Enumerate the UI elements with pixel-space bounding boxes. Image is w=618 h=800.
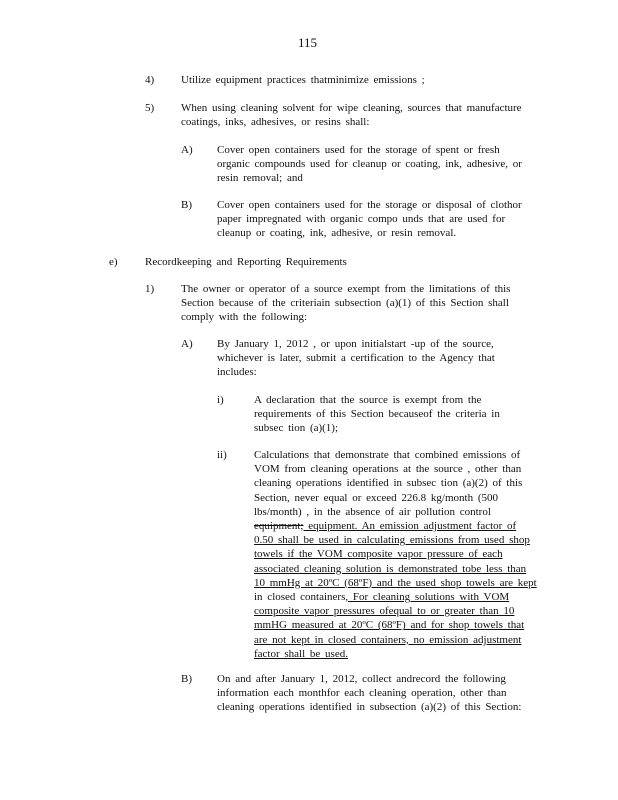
- inserted-text-line: 0.50 shall be used in calculating emissions from used shop: [254, 534, 530, 547]
- item-5a-label: A): [181, 144, 193, 156]
- item-1-text: [181, 282, 510, 325]
- text-line: subsec tion (a)(1);: [254, 422, 339, 435]
- inserted-text: For cleaning solutions with VOM: [348, 591, 510, 604]
- text-line: On and after January 1, 2012, collect andrecord the following: [217, 673, 506, 685]
- inserted-text-line: composite vapor pressures ofequal to or greater than 10: [254, 605, 515, 618]
- text-line: Cover open containers used for the storage or disposal of clothor: [217, 199, 522, 211]
- text-line: Cover open containers used for the storage of spent or fresh: [217, 144, 500, 156]
- text-line: comply with the following:: [181, 311, 308, 324]
- text-line: VOM from cleaning operations at the source , other than: [254, 463, 522, 476]
- item-4-label: 4): [145, 74, 155, 86]
- section-e-title: [145, 255, 347, 269]
- text-line: Utilize equipment practices thatminimize emissions ;: [181, 74, 425, 86]
- item-4-text: [181, 73, 425, 87]
- inserted-text-line: are not kept in closed containers, no emission adjustment: [254, 633, 522, 646]
- text-line: Section, never equal or exceed 226.8 kg/month (500: [254, 491, 499, 504]
- inserted-text-line: towels if the VOM composite vapor pressure of each: [254, 548, 503, 561]
- item-1b-label: B): [181, 673, 192, 685]
- text-line: [254, 519, 537, 533]
- text-span: in closed containers,: [254, 591, 349, 604]
- text-line: requirements of this Section becauseof the criteria in: [254, 408, 500, 421]
- text-line: paper impregnated with organic compo unds that are used for: [217, 213, 506, 226]
- item-5-label: 5): [145, 102, 155, 114]
- inserted-text-line: mmHG measured at 20ºC (68ºF) and for shop towels that: [254, 619, 525, 632]
- inserted-text-line: associated cleaning solution is demonstrated tobe less than: [254, 562, 527, 575]
- inserted-text-line: factor shall be used.: [254, 647, 348, 660]
- item-1a-text: [217, 337, 495, 380]
- page-number: 115: [298, 35, 318, 50]
- item-5-text: [181, 101, 522, 129]
- text-line: Calculations that demonstrate that combined emissions of: [254, 449, 521, 461]
- item-1ai-label: i): [217, 394, 224, 406]
- section-e-label: e): [109, 256, 118, 268]
- item-5a-text: [217, 143, 522, 186]
- text-line: organic compounds used for cleanup or coating, ink, adhesive, or: [217, 158, 522, 171]
- inserted-text-line: 10 mmHg at 20ºC (68ºF) and the used shop towels are kept: [254, 576, 537, 589]
- inserted-text: equipment. An emission adjustment factor of: [303, 520, 517, 533]
- text-line: The owner or operator of a source exempt from the limitations of this: [181, 283, 511, 295]
- text-line: cleanup or coating, ink, adhesive, or resin removal.: [217, 227, 457, 240]
- text-line: includes:: [217, 366, 257, 379]
- item-5b-text: [217, 198, 522, 241]
- item-1aii-label: ii): [217, 449, 227, 461]
- item-1b-text: [217, 672, 521, 715]
- item-5b-label: B): [181, 199, 192, 211]
- section-heading: Recordkeeping and Reporting Requirements: [145, 256, 347, 268]
- text-line: cleaning operations identified in subsection (a)(2) of this Section:: [217, 701, 522, 714]
- item-1aii-text: [254, 448, 537, 661]
- text-line: information each monthfor each cleaning operation, other than: [217, 687, 507, 700]
- item-1ai-text: [254, 393, 500, 436]
- text-line: A declaration that the source is exempt from the: [254, 394, 482, 406]
- text-line: coatings, inks, adhesives, or resins shall:: [181, 116, 370, 129]
- text-line: [254, 590, 537, 604]
- text-line: whichever is later, submit a certification to the Agency that: [217, 352, 495, 365]
- text-line: When using cleaning solvent for wipe cleaning, sources that manufacture: [181, 102, 522, 114]
- text-line: Section because of the criteriain subsection (a)(1) of this Section shall: [181, 297, 509, 310]
- text-line: cleaning operations identified in subsec tion (a)(2) of this: [254, 477, 523, 490]
- item-1-label: 1): [145, 283, 155, 295]
- deleted-text: equipment;: [254, 520, 304, 533]
- item-1a-label: A): [181, 338, 193, 350]
- text-line: lbs/month) , in the absence of air pollution control: [254, 505, 491, 518]
- text-line: resin removal; and: [217, 172, 303, 185]
- text-line: By January 1, 2012 , or upon initialstart -up of the source,: [217, 338, 494, 350]
